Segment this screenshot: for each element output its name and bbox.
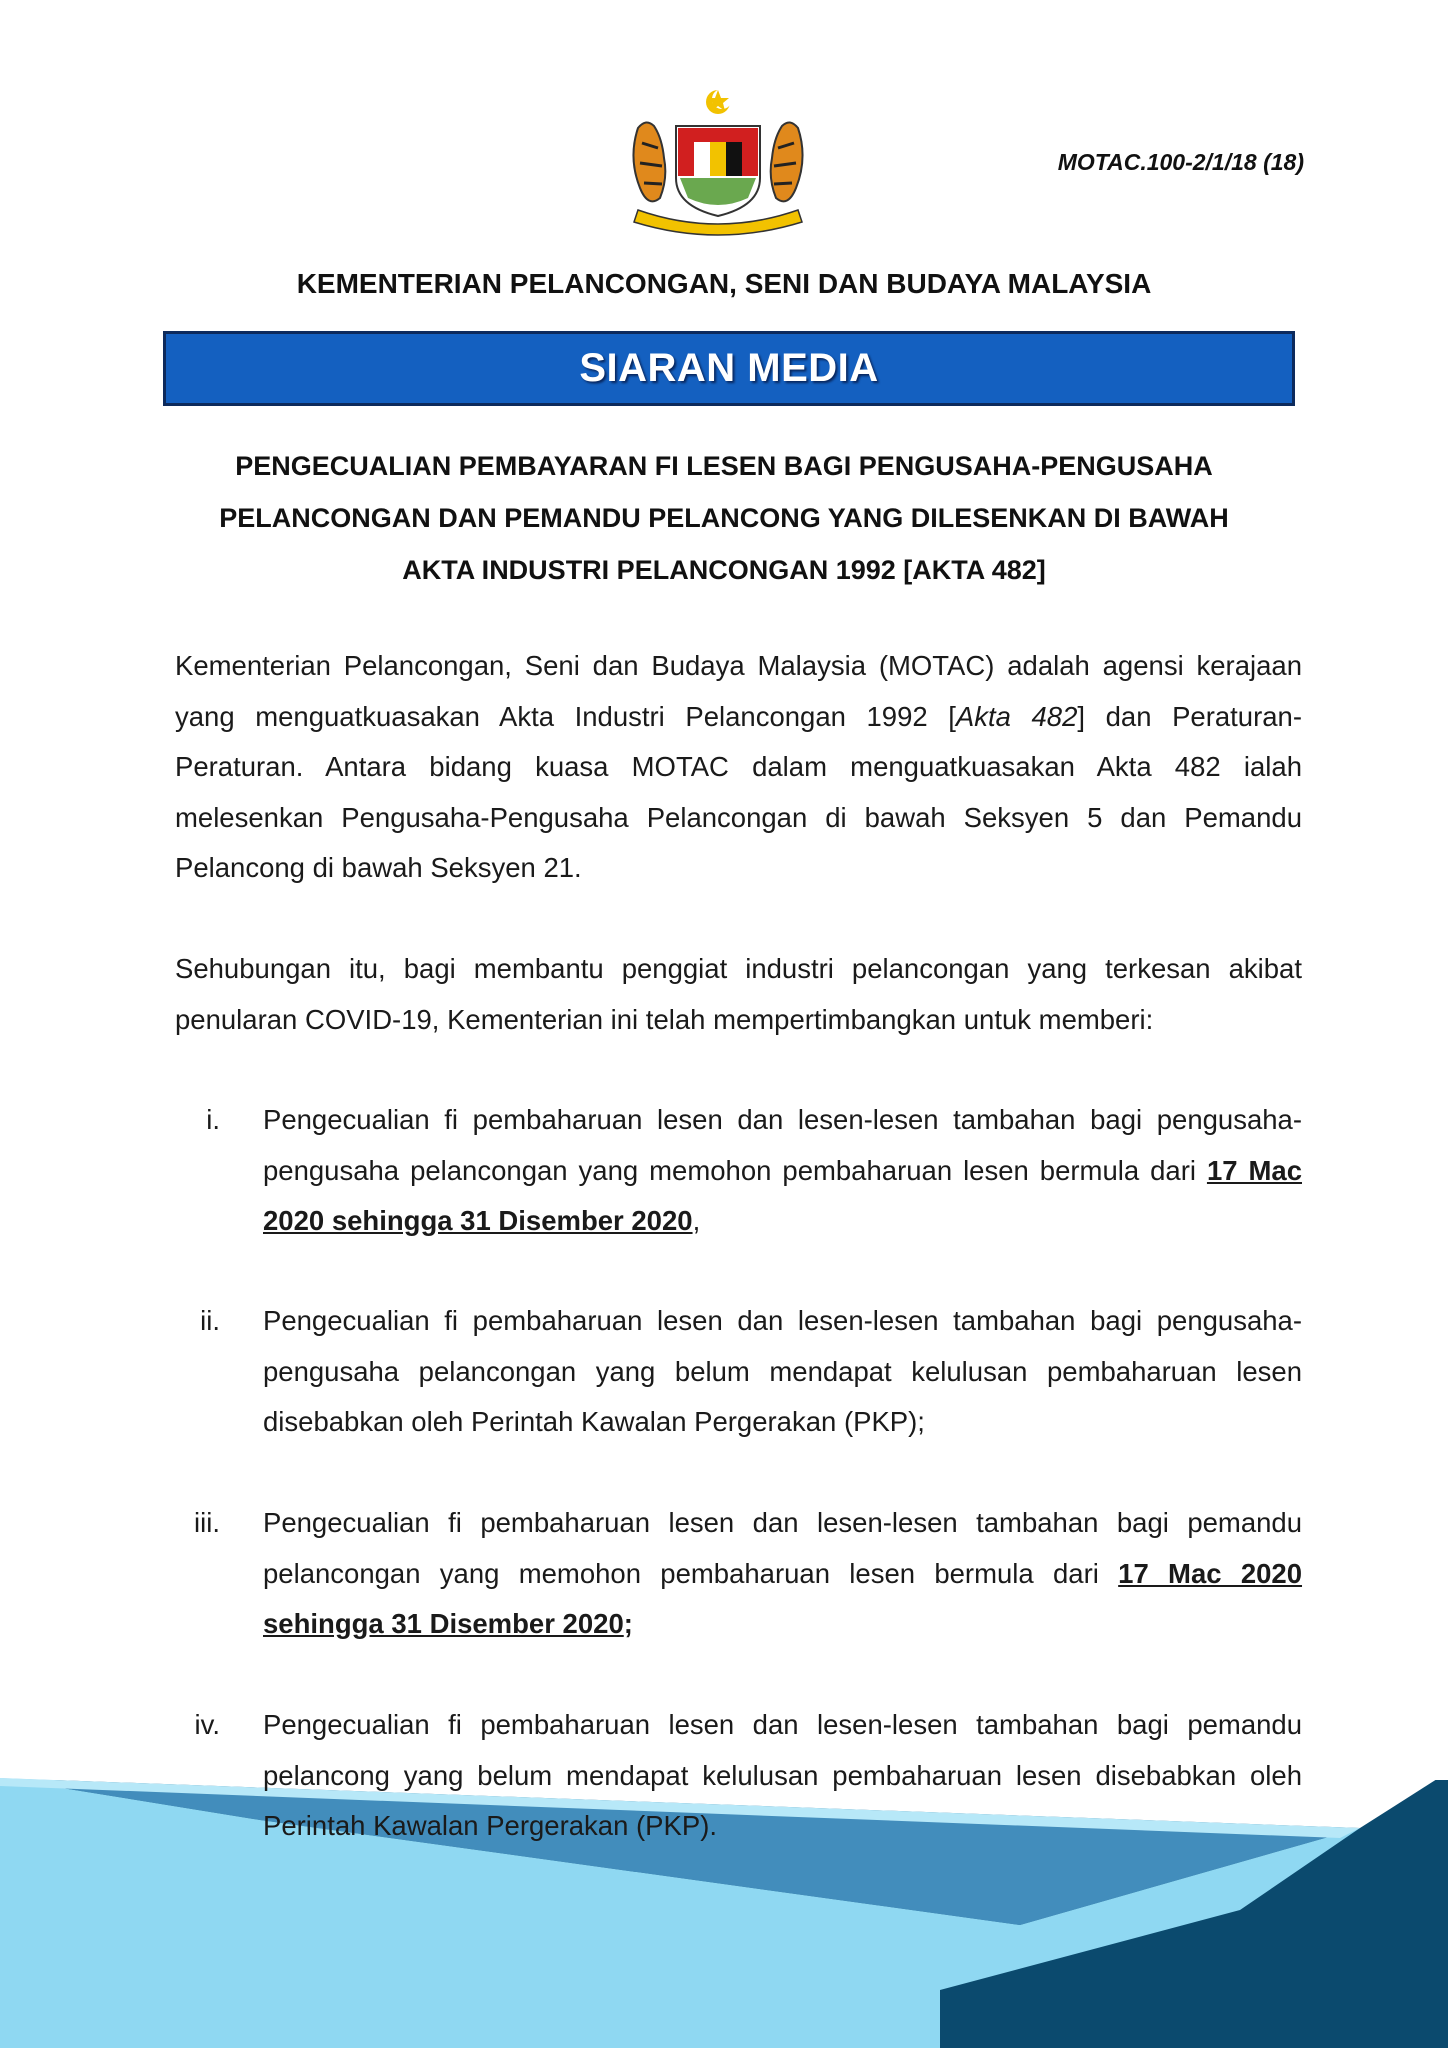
ministry-name: KEMENTERIAN PELANCONGAN, SENI DAN BUDAYA MALAYSIA — [296, 268, 1152, 299]
list-item-text: Pengecualian fi pembaharuan lesen dan lesen-lesen tambahan bagi pemandu pelancong yang belum mendapat kelulusan pembaharuan lesen disebabkan oleh Perintah Kawalan Pergerakan (PKP). — [263, 1709, 1302, 1841]
list-item-number: iv. — [194, 1709, 220, 1740]
list-item-number: ii. — [200, 1305, 220, 1336]
paragraph-context: Sehubungan itu, bagi membantu penggiat industri pelancongan yang terkesan akibat penularan COVID-19, Kementerian ini telah mempertimbangkan untuk memberi: — [175, 953, 1302, 1035]
press-headline — [170, 440, 1278, 596]
list-item-date-range: 17 Mac 2020 sehingga 31 Disember 2020 — [263, 1557, 1303, 1639]
intro-text-a: Kementerian Pelancongan, Seni dan Budaya Malaysia (MOTAC) adalah agensi kerajaan yang menguatkuasakan Akta Industri Pelancongan 1992 [ — [175, 650, 1302, 732]
list-item-text-b: , — [692, 1205, 701, 1236]
intro-text-b: ] dan Peraturan-Peraturan. Antara bidang kuasa MOTAC dalam menguatkuasakan Akta 482 ialah melesenkan Pengusaha-Pengusaha Pelancongan di bawah Seksyen 5 dan Pemandu Pelancong di bawah Seksyen 21. — [175, 700, 1303, 883]
list-item-text — [263, 1498, 1302, 1650]
headline-line-3: AKTA INDUSTRI PELANCONGAN 1992 [AKTA 482] — [402, 555, 1046, 585]
media-release-banner — [163, 331, 1295, 406]
list-item-text-a: Pengecualian fi pembaharuan lesen dan lesen-lesen tambahan bagi pengusaha-pengusaha pelancongan yang memohon pembaharuan lesen bermula dari — [263, 1104, 1302, 1186]
intro-act-italic: Akta 482 — [955, 700, 1078, 732]
list-item-date-range: 17 Mac 2020 sehingga 31 Disember 2020 — [263, 1154, 1302, 1236]
list-item-number: i. — [206, 1104, 220, 1135]
list-item-text — [263, 1095, 1302, 1247]
reference-number: MOTAC.100-2/1/18 (18) — [1057, 149, 1304, 175]
banner-label: SIARAN MEDIA — [579, 346, 879, 390]
paragraph-intro — [175, 641, 1302, 894]
list-item-number: iii. — [194, 1507, 220, 1538]
list-item-text: Pengecualian fi pembaharuan lesen dan lesen-lesen tambahan bagi pengusaha-pengusaha pelancongan yang belum mendapat kelulusan pembaharuan lesen disebabkan oleh Perintah Kawalan Pergerakan (PKP); — [263, 1305, 1302, 1437]
list-item-text-b: ; — [623, 1608, 633, 1639]
list-item-text-a: Pengecualian fi pembaharuan lesen dan lesen-lesen tambahan bagi pemandu pelancongan yang memohon pembaharuan lesen bermula dari — [263, 1507, 1302, 1589]
headline-line-1: PENGECUALIAN PEMBAYARAN FI LESEN BAGI PENGUSAHA-PENGUSAHA — [235, 451, 1213, 481]
malaysia-coat-of-arms-icon — [618, 88, 818, 238]
headline-line-2: PELANCONGAN DAN PEMANDU PELANCONG YANG DILESENKAN DI BAWAH — [219, 503, 1229, 533]
